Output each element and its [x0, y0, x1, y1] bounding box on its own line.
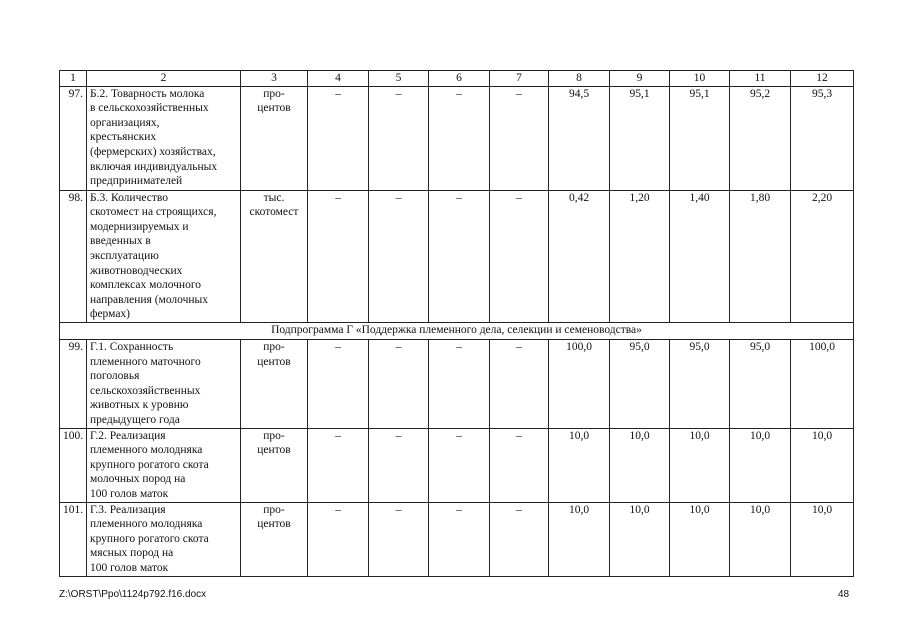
header-cell: 1	[60, 71, 87, 87]
value-cell-c9: 10,0	[610, 428, 670, 502]
indicator-name	[87, 86, 241, 190]
indicator-name-line: комплексах молочного	[90, 279, 202, 292]
value-cell-c4: –	[308, 86, 369, 190]
value-cell-c10: 95,1	[670, 86, 730, 190]
row-number: 101.	[60, 502, 87, 576]
value-cell-c12: 10,0	[791, 502, 854, 576]
unit-line: про-	[263, 503, 285, 516]
indicator-name-line: молочных пород на	[90, 473, 186, 486]
value-cell-c4: –	[308, 502, 369, 576]
value-cell-c4: –	[308, 428, 369, 502]
unit-line: центов	[257, 102, 291, 115]
table-row	[60, 190, 854, 322]
value-cell-c6: –	[429, 86, 490, 190]
indicator-name-line: Г.3. Реализация	[90, 503, 166, 516]
table-row	[60, 86, 854, 190]
footer-page-number: 48	[838, 589, 850, 600]
value-cell-c12: 10,0	[791, 428, 854, 502]
unit-line: скотомест	[249, 206, 299, 219]
indicator-name	[87, 339, 241, 428]
unit-of-measure	[241, 502, 308, 576]
value-cell-c6: –	[429, 190, 490, 322]
header-cell: 4	[308, 71, 369, 87]
value-cell-c5: –	[369, 86, 429, 190]
indicator-name-line: Б.3. Количество	[90, 191, 168, 204]
value-cell-c7: –	[490, 502, 549, 576]
indicator-name-line: сельскохозяйственных	[90, 384, 201, 397]
indicator-name-line: предпринимателей	[90, 175, 183, 188]
value-cell-c7: –	[490, 428, 549, 502]
unit-of-measure	[241, 428, 308, 502]
unit-line: про-	[263, 340, 285, 353]
header-cell: 8	[549, 71, 610, 87]
header-cell: 10	[670, 71, 730, 87]
value-cell-c12: 100,0	[791, 339, 854, 428]
indicator-name-line: направления (молочных	[90, 293, 209, 306]
value-cell-c8: 10,0	[549, 502, 610, 576]
value-cell-c6: –	[429, 502, 490, 576]
header-cell: 7	[490, 71, 549, 87]
row-number: 99.	[60, 339, 87, 428]
indicator-name-line: введенных в	[90, 235, 151, 248]
unit-line: про-	[263, 87, 285, 100]
indicator-name-line: племенного маточного	[90, 355, 201, 368]
header-cell: 6	[429, 71, 490, 87]
value-cell-c11: 95,2	[730, 86, 791, 190]
value-cell-c10: 10,0	[670, 502, 730, 576]
value-cell-c4: –	[308, 190, 369, 322]
indicator-name-line: включая индивидуальных	[90, 160, 218, 173]
value-cell-c5: –	[369, 502, 429, 576]
header-cell: 3	[241, 71, 308, 87]
table-row	[60, 339, 854, 428]
value-cell-c12: 2,20	[791, 190, 854, 322]
footer-file-path: Z:\ORST\Ppo\1124p792.f16.docx	[59, 589, 207, 600]
value-cell-c8: 94,5	[549, 86, 610, 190]
value-cell-c9: 95,0	[610, 339, 670, 428]
value-cell-c7: –	[490, 339, 549, 428]
indicator-name	[87, 190, 241, 322]
indicator-name-line: модернизируемых и	[90, 220, 189, 233]
indicator-name-line: крупного рогатого скота	[90, 532, 209, 545]
value-cell-c11: 10,0	[730, 502, 791, 576]
row-number: 100.	[60, 428, 87, 502]
section-row	[60, 322, 854, 339]
subprogram-title: Подпрограмма Г «Поддержка племенного дела, селекции и семеноводства»	[60, 322, 854, 339]
header-cell: 5	[369, 71, 429, 87]
value-cell-c11: 95,0	[730, 339, 791, 428]
value-cell-c9: 1,20	[610, 190, 670, 322]
value-cell-c5: –	[369, 339, 429, 428]
indicator-name-line: Г.2. Реализация	[90, 429, 166, 442]
value-cell-c5: –	[369, 428, 429, 502]
indicator-name-line: Г.1. Сохранность	[90, 340, 174, 353]
row-number: 97.	[60, 86, 87, 190]
unit-line: тыс.	[263, 191, 285, 204]
row-number: 98.	[60, 190, 87, 322]
indicator-name-line: животноводческих	[90, 264, 183, 277]
value-cell-c12: 95,3	[791, 86, 854, 190]
value-cell-c7: –	[490, 190, 549, 322]
value-cell-c9: 95,1	[610, 86, 670, 190]
value-cell-c6: –	[429, 339, 490, 428]
value-cell-c4: –	[308, 339, 369, 428]
indicator-name-line: в сельскохозяйственных	[90, 102, 209, 115]
value-cell-c11: 10,0	[730, 428, 791, 502]
indicator-name	[87, 502, 241, 576]
unit-of-measure	[241, 339, 308, 428]
value-cell-c6: –	[429, 428, 490, 502]
value-cell-c11: 1,80	[730, 190, 791, 322]
indicator-name-line: (фермерских) хозяйствах,	[90, 145, 216, 158]
indicator-name-line: 100 голов маток	[90, 561, 169, 574]
table-row	[60, 428, 854, 502]
indicator-name-line: организациях,	[90, 116, 160, 129]
value-cell-c10: 10,0	[670, 428, 730, 502]
indicator-name-line: Б.2. Товарность молока	[90, 87, 205, 100]
value-cell-c7: –	[490, 86, 549, 190]
value-cell-c8: 100,0	[549, 339, 610, 428]
indicator-name	[87, 428, 241, 502]
unit-of-measure	[241, 86, 308, 190]
unit-line: центов	[257, 355, 291, 368]
indicator-name-line: 100 голов маток	[90, 487, 169, 500]
indicators-table	[59, 70, 854, 577]
unit-of-measure	[241, 190, 308, 322]
indicator-name-line: крупного рогатого скота	[90, 458, 209, 471]
value-cell-c8: 0,42	[549, 190, 610, 322]
indicator-name-line: племенного молодняка	[90, 444, 203, 457]
indicator-name-line: скотомест на строящихся,	[90, 206, 217, 219]
value-cell-c8: 10,0	[549, 428, 610, 502]
header-cell: 9	[610, 71, 670, 87]
indicator-name-line: фермах)	[90, 308, 131, 321]
header-cell: 11	[730, 71, 791, 87]
unit-line: про-	[263, 429, 285, 442]
indicator-name-line: животных к уровню	[90, 399, 189, 412]
table-row	[60, 502, 854, 576]
value-cell-c10: 95,0	[670, 339, 730, 428]
indicator-name-line: предыдущего года	[90, 413, 180, 426]
indicator-name-line: мясных пород на	[90, 547, 174, 560]
header-cell: 2	[87, 71, 241, 87]
indicator-name-line: эксплуатацию	[90, 249, 159, 262]
value-cell-c10: 1,40	[670, 190, 730, 322]
header-cell: 12	[791, 71, 854, 87]
unit-line: центов	[257, 444, 291, 457]
indicator-name-line: крестьянских	[90, 131, 157, 144]
header-row	[60, 71, 854, 87]
indicator-name-line: поголовья	[90, 370, 140, 383]
unit-line: центов	[257, 518, 291, 531]
indicator-name-line: племенного молодняка	[90, 518, 203, 531]
value-cell-c5: –	[369, 190, 429, 322]
value-cell-c9: 10,0	[610, 502, 670, 576]
